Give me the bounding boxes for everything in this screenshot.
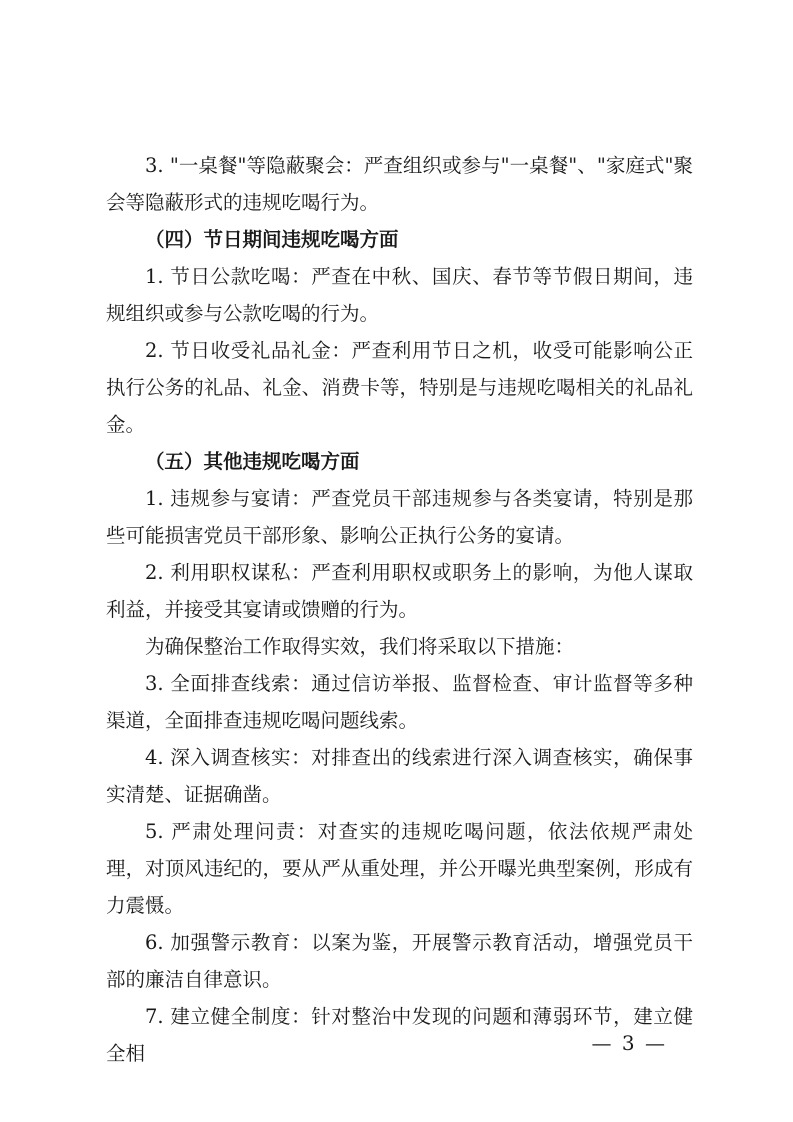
paragraph-measure-investigate-clues: 3. 全面排查线索：通过信访举报、监督检查、审计监督等多种渠道，全面排查违规吃喝问题线索。 [106, 672, 693, 732]
paragraph-holiday-public-funds: 1. 节日公款吃喝：严查在中秋、国庆、春节等节假日期间，违规组织或参与公款吃喝的行为。 [106, 265, 693, 325]
paragraph-measure-education: 6. 加强警示教育：以案为鉴，开展警示教育活动，增强党员干部的廉洁自律意识。 [106, 931, 693, 991]
paragraph-abuse-of-power: 2. 利用职权谋私：严查利用职权或职务上的影响，为他人谋取利益，并接受其宴请或馈赠的行为。 [106, 561, 693, 621]
paragraph-holiday-gifts: 2. 节日收受礼品礼金：严查利用节日之机，收受可能影响公正执行公务的礼品、礼金、消费卡等，特别是与违规吃喝相关的礼品礼金。 [106, 339, 693, 436]
paragraph-measure-accountability: 5. 严肃处理问责：对查实的违规吃喝问题，依法依规严肃处理，对顶风违纪的，要从严从重处理，并公开曝光典型案例，形成有力震慑。 [106, 820, 693, 917]
paragraph-measures-intro: 为确保整治工作取得实效，我们将采取以下措施： [145, 635, 575, 658]
section-heading-other: （五）其他违规吃喝方面 [145, 450, 360, 473]
paragraph-item-3-yizhuocan: 3. "一桌餐"等隐蔽聚会：严查组织或参与"一桌餐"、"家庭式"聚会等隐蔽形式的违规吃喝行为。 [106, 154, 693, 214]
section-heading-holiday: （四）节日期间违规吃喝方面 [145, 228, 399, 251]
page-number: — 3 — [591, 1031, 667, 1055]
paragraph-measure-institutions: 7. 建立健全制度：针对整治中发现的问题和薄弱环节，建立健全相 [106, 1005, 693, 1065]
paragraph-measure-verify: 4. 深入调查核实：对排查出的线索进行深入调查核实，确保事实清楚、证据确凿。 [106, 746, 693, 806]
document-body [106, 147, 693, 1072]
paragraph-banquet-participation: 1. 违规参与宴请：严查党员干部违规参与各类宴请，特别是那些可能损害党员干部形象、影响公正执行公务的宴请。 [106, 487, 693, 547]
